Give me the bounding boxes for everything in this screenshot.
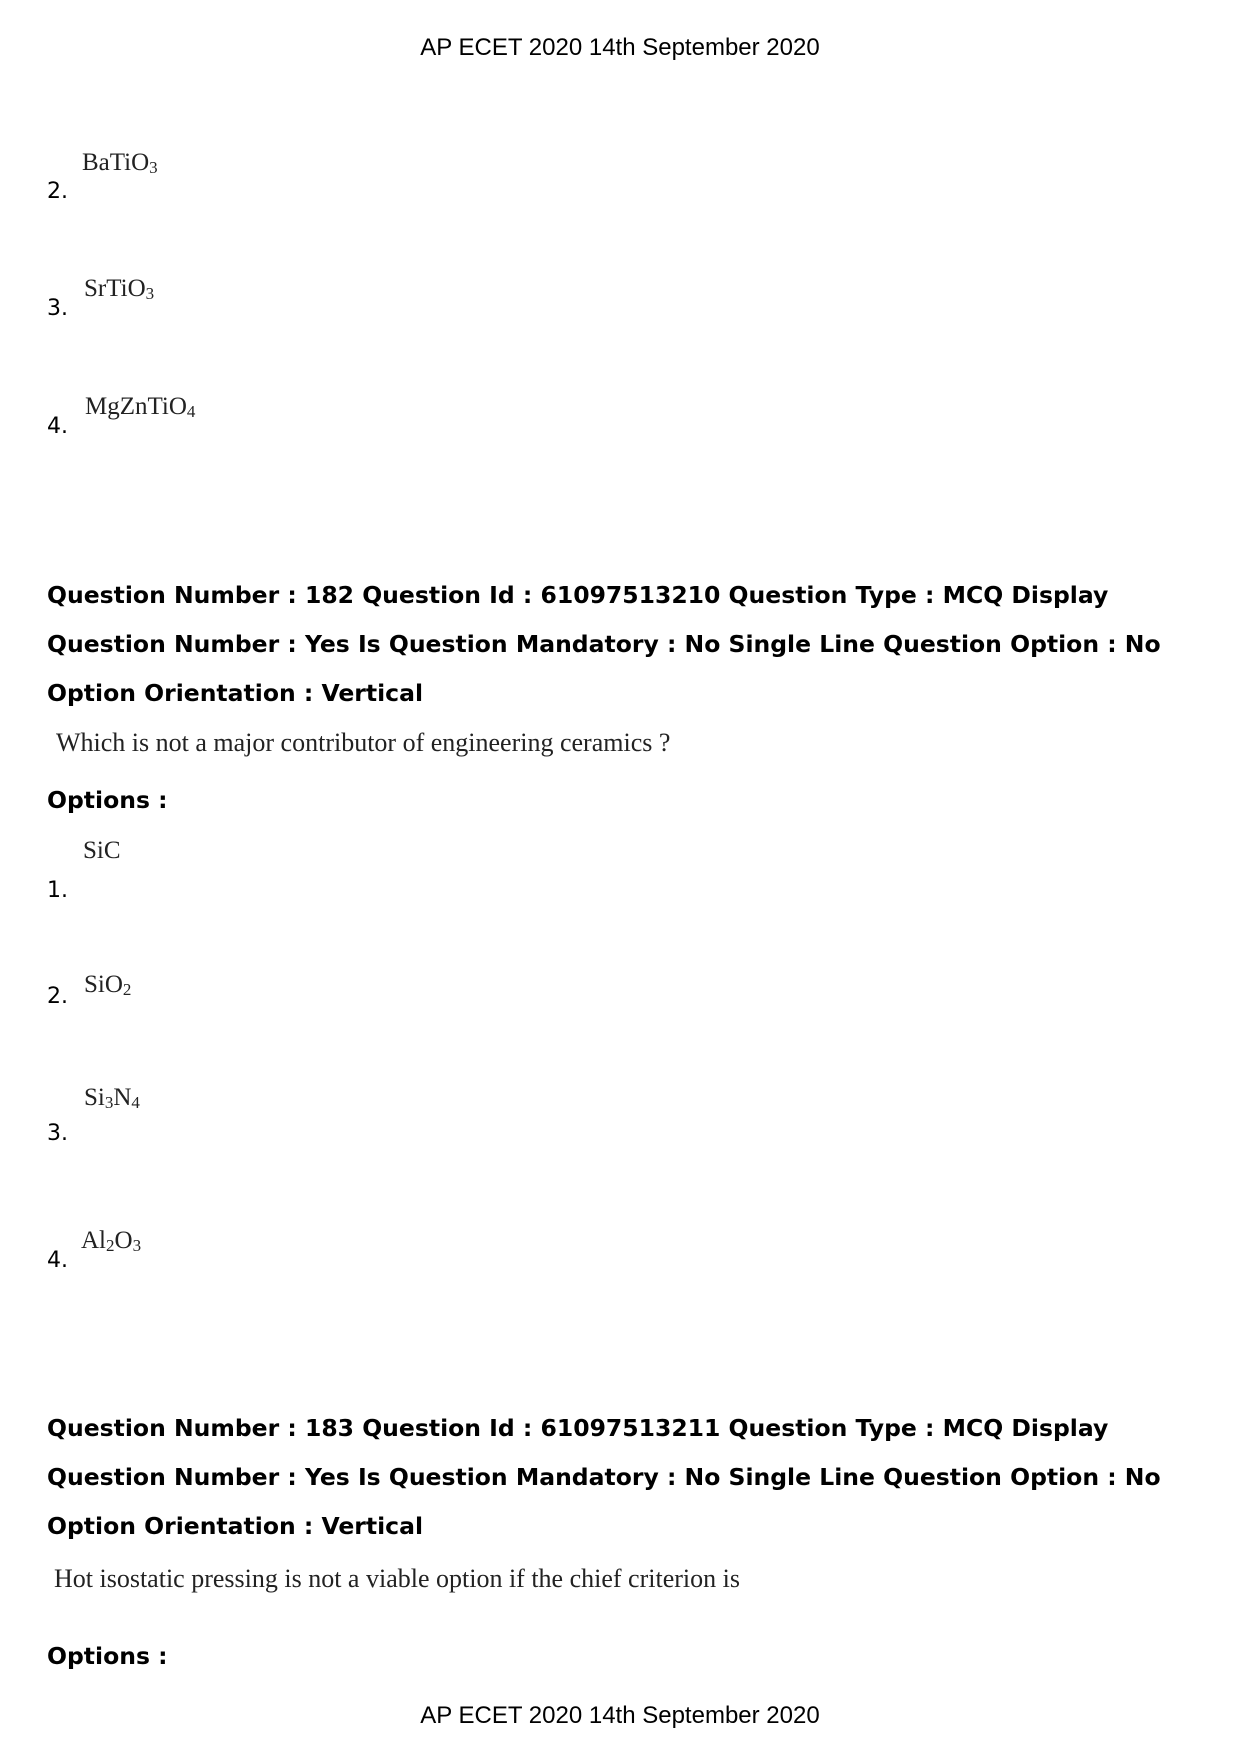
option-formula <box>82 148 158 178</box>
option-number: 2. <box>47 179 68 204</box>
option-number: 3. <box>47 1121 68 1146</box>
option-formula <box>84 274 154 304</box>
formula-subscript: 3 <box>104 1093 114 1112</box>
formula-subscript: 3 <box>132 1236 142 1255</box>
formula-subscript: 4 <box>186 402 196 421</box>
option-formula <box>83 836 121 866</box>
option-formula <box>84 970 131 1000</box>
formula-base: MgZnTiO <box>85 393 187 420</box>
question-text-183: Hot isostatic pressing is not a viable option if the chief criterion is <box>54 1564 740 1593</box>
formula-part: Si <box>84 1084 105 1111</box>
formula-subscript: 2 <box>122 980 132 999</box>
option-formula <box>84 1083 140 1113</box>
formula-part: N <box>113 1084 132 1111</box>
options-label-183: Options : <box>47 1642 168 1670</box>
option-formula <box>85 392 195 422</box>
formula-part: Al <box>81 1227 106 1254</box>
option-number: 2. <box>47 984 68 1009</box>
option-number: 3. <box>47 296 68 321</box>
formula-subscript: 3 <box>149 158 158 177</box>
question-text-182: Which is not a major contributor of engineering ceramics ? <box>56 728 671 757</box>
page-header: AP ECET 2020 14th September 2020 <box>420 34 820 61</box>
option-number: 4. <box>47 1248 68 1273</box>
formula-part: SiC <box>83 837 121 864</box>
formula-base: BaTiO <box>82 149 150 176</box>
formula-part: SiO <box>84 971 123 998</box>
question-meta-183: Question Number : 183 Question Id : 61097513211 Question Type : MCQ Display Question Number : Yes Is Question Mandatory : No Single Line Question Option : No Option Orientation : Vertical <box>47 1414 1161 1540</box>
option-formula <box>81 1226 141 1256</box>
formula-subscript: 2 <box>106 1236 115 1255</box>
formula-subscript: 4 <box>131 1093 140 1112</box>
formula-part: O <box>114 1227 133 1254</box>
option-number: 4. <box>47 414 68 439</box>
formula-subscript: 3 <box>145 284 155 303</box>
page-footer: AP ECET 2020 14th September 2020 <box>420 1702 820 1729</box>
question-meta-182: Question Number : 182 Question Id : 61097513210 Question Type : MCQ Display Question Number : Yes Is Question Mandatory : No Single Line Question Option : No Option Orientation : Vertical <box>47 581 1161 707</box>
options-label-182: Options : <box>47 786 168 814</box>
formula-base: SrTiO <box>84 275 146 302</box>
option-number: 1. <box>47 878 68 903</box>
